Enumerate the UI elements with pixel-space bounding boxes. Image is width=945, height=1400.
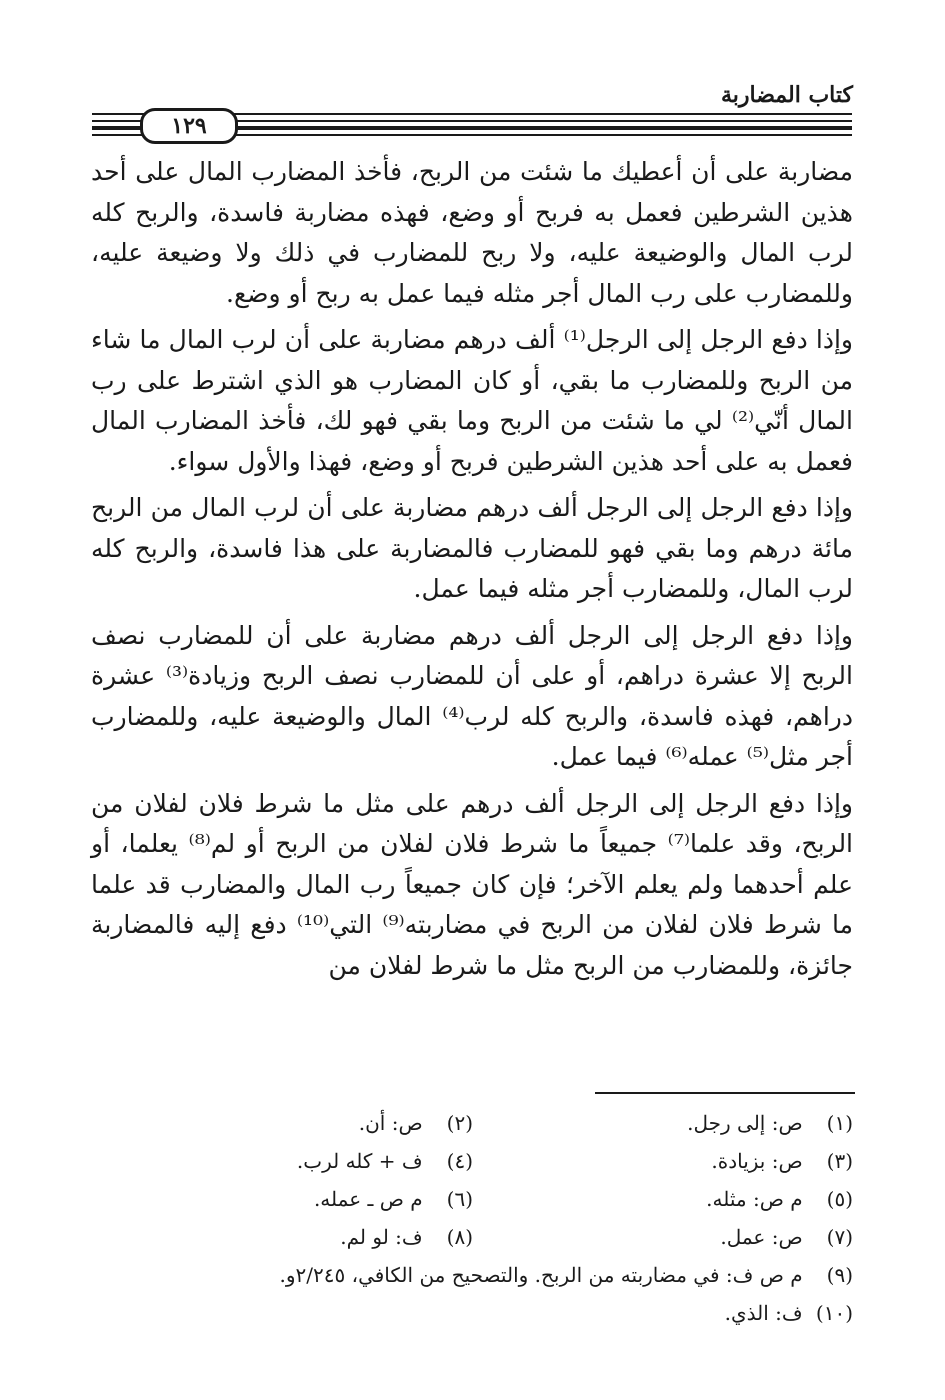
footnote-text: ف + كله لرب. — [296, 1149, 423, 1173]
footnote-number: (٤) — [446, 1149, 473, 1173]
running-header-title: كتاب المضاربة — [720, 82, 853, 108]
footnote-number: (٧) — [826, 1225, 853, 1249]
paragraph-5: وإذا دفع الرجل إلى الرجل ألف درهم على مثل ما شرط فلان لفلان من الربح، وقد علما⁽⁷⁾ جميعاً ما شرط فلان لفلان من الربح أو لم⁽⁸⁾ يعلما، أو علم أحدهما ولم يعلم الآخر؛ فإن كان جميعاً رب المال والمضارب قد علما ما شرط فلان لفلان من الربح في مضاربته⁽⁹⁾ التي⁽¹⁰⁾ دفع إليه فالمضاربة جائزة، وللمضارب من الربح مثل ما شرط لفلان من — [91, 788, 854, 980]
footnote-10 — [93, 1294, 853, 1332]
footnote-text: م ص: مثله. — [706, 1187, 803, 1211]
footnote-row — [93, 1142, 853, 1180]
footnotes — [93, 1104, 853, 1332]
footnote-text: ف: الذي. — [724, 1301, 803, 1325]
footnote-4 — [93, 1142, 473, 1180]
paragraph-4: وإذا دفع الرجل إلى الرجل ألف درهم مضاربة على أن للمضارب نصف الربح إلا عشرة دراهم، أو على أن للمضارب نصف الربح وزيادة⁽³⁾ عشرة دراهم، فهذه فاسدة، والربح كله لرب⁽⁴⁾ المال والوضيعة عليه، وللمضارب أجر مثل⁽⁵⁾ عمله⁽⁶⁾ فيما عمل. — [91, 620, 853, 771]
footnote-row — [93, 1180, 853, 1218]
footnote-row — [93, 1218, 853, 1256]
paragraph-2: وإذا دفع الرجل إلى الرجل⁽¹⁾ ألف درهم مضاربة على أن لرب المال ما شاء من الربح وللمضارب ما بقي، أو كان المضارب هو الذي اشترط على رب المال أنّي⁽²⁾ لي ما شئت من الربح وما بقي فهو لك، فأخذ المضارب المال فعمل به على أحد هذين الشرطين فربح أو وضع، فهذا والأول سواء. — [91, 325, 853, 476]
footnote-number: (٩) — [826, 1263, 853, 1287]
footnote-number: (٨) — [446, 1225, 473, 1249]
footnote-6 — [93, 1180, 473, 1218]
footnote-separator — [595, 1092, 855, 1094]
paragraph-3: وإذا دفع الرجل إلى الرجل ألف درهم مضاربة على أن لرب المال من الربح مائة درهم وما بقي فهو للمضارب فالمضاربة على هذا فاسدة، والربح كله لرب المال، وللمضارب أجر مثله فيما عمل. — [91, 493, 853, 603]
footnote-text: م ص ـ عمله. — [313, 1187, 423, 1211]
footnote-text: ف: لو لم. — [340, 1225, 423, 1249]
page-number: ١٢٩ — [171, 113, 207, 139]
footnote-text: م ص ف: في مضاربته من الربح. والتصحيح من الكافي، ٢/٢٤٥و. — [279, 1263, 803, 1287]
footnote-5 — [473, 1180, 853, 1218]
footnote-text: ص: عمل. — [720, 1225, 803, 1249]
main-text — [91, 152, 853, 992]
page-number-badge — [140, 108, 238, 144]
footnote-1 — [473, 1104, 853, 1142]
footnote-number: (٥) — [826, 1187, 853, 1211]
footnote-text: ص: إلى رجل. — [687, 1111, 803, 1135]
footnote-7 — [473, 1218, 853, 1256]
footnote-number: (٢) — [446, 1111, 473, 1135]
footnote-row — [93, 1104, 853, 1142]
footnote-number: (٦) — [446, 1187, 473, 1211]
footnote-text: ص: بزيادة. — [711, 1149, 803, 1173]
footnote-number: (١٠) — [815, 1301, 853, 1325]
paragraph-1: مضاربة على أن أعطيك ما شئت من الربح، فأخذ المضارب المال على أحد هذين الشرطين فعمل به فربح أو وضع، فهذه مضاربة فاسدة، والربح كله لرب المال والوضيعة عليه، ولا ربح للمضارب في ذلك ولا وضيعة عليه، وللمضارب على رب المال أجر مثله فيما عمل به ربح أو وضع. — [91, 157, 853, 308]
footnote-number: (١) — [826, 1111, 853, 1135]
footnote-2 — [93, 1104, 473, 1142]
footnote-number: (٣) — [826, 1149, 853, 1173]
footnote-3 — [473, 1142, 853, 1180]
footnote-text: ص: أن. — [358, 1111, 423, 1135]
footnote-8 — [93, 1218, 473, 1256]
footnote-9 — [93, 1256, 853, 1294]
